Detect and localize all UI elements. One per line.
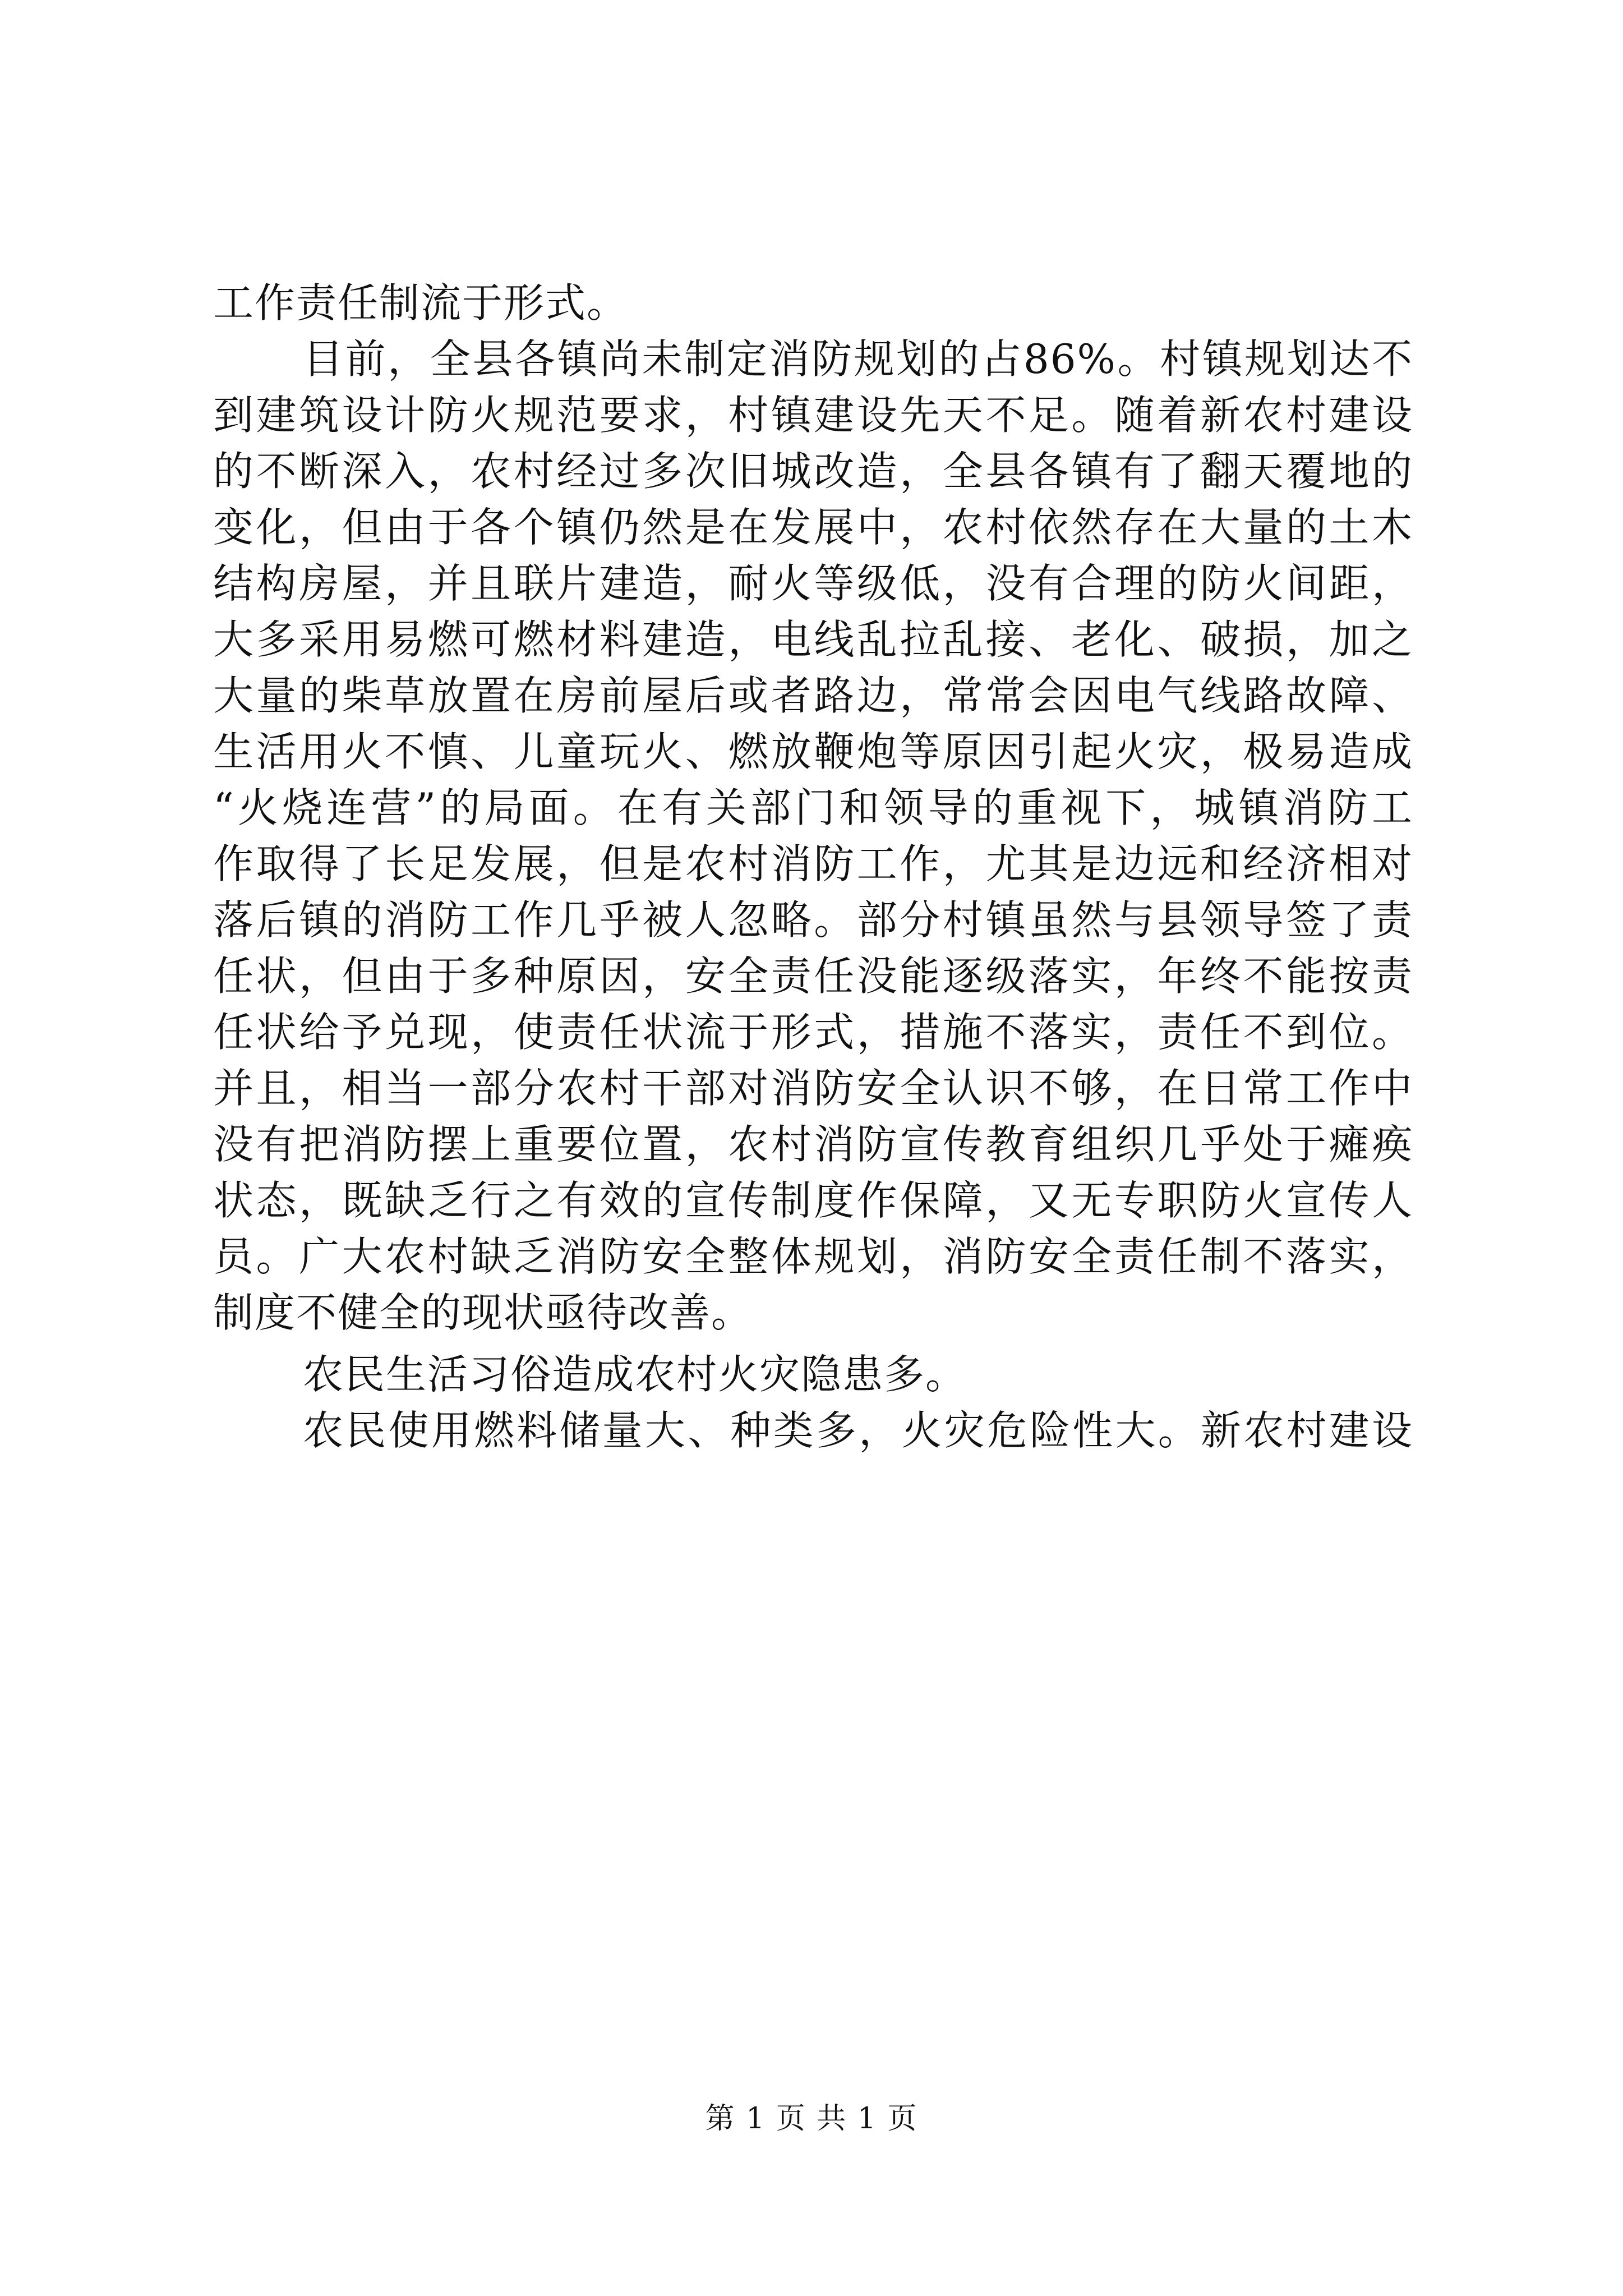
text-line: 作取得了长足发展，但是农村消防工作，尤其是边远和经济相对 [213,840,1413,887]
text-line: 任状给予兑现，使责任状流于形式，措施不落实，责任不到位。 [213,1009,1413,1056]
text-line: 落后镇的消防工作几乎被人忽略。部分村镇虽然与县领导签了责 [213,896,1413,944]
text-line: 到建筑设计防火规范要求，村镇建设先天不足。随着新农村建设 [213,392,1413,439]
text-line: 目前，全县各镇尚未制定消防规划的占86%。村镇规划达不 [303,335,1413,383]
text-line: 结构房屋，并且联片建造，耐火等级低，没有合理的防火间距， [213,560,1413,607]
text-line: “火烧连营”的局面。在有关部门和领导的重视下，城镇消防工 [213,784,1413,831]
text-line: 大多采用易燃可燃材料建造，电线乱拉乱接、老化、破损，加之 [213,616,1413,663]
text-line: 工作责任制流于形式。 [213,279,629,326]
text-line: 生活用火不慎、儿童玩火、燃放鞭炮等原因引起火灾，极易造成 [213,728,1413,775]
text-line: 状态，既缺乏行之有效的宣传制度作保障，又无专职防火宣传人 [213,1177,1413,1224]
text-line: 农民使用燃料储量大、种类多，火灾危险性大。新农村建设 [303,1407,1413,1454]
text-line: 的不断深入，农村经过多次旧城改造，全县各镇有了翻天覆地的 [213,448,1413,495]
text-line: 任状，但由于多种原因，安全责任没能逐级落实，年终不能按责 [213,953,1413,1000]
text-line: 并且，相当一部分农村干部对消防安全认识不够，在日常工作中 [213,1065,1413,1112]
text-line: 没有把消防摆上重要位置，农村消防宣传教育组织几乎处于瘫痪 [213,1121,1413,1168]
text-line: 变化，但由于各个镇仍然是在发展中，农村依然存在大量的土木 [213,504,1413,551]
text-line: 制度不健全的现状亟待改善。 [213,1289,753,1336]
text-line: 员。广大农村缺乏消防安全整体规划，消防安全责任制不落实， [213,1233,1413,1280]
text-line: 大量的柴草放置在房前屋后或者路边，常常会因电气线路故障、 [213,672,1413,719]
page-footer: 第 1 页 共 1 页 [705,2102,918,2136]
section-heading: 农民生活习俗造成农村火灾隐患多。 [303,1351,967,1398]
